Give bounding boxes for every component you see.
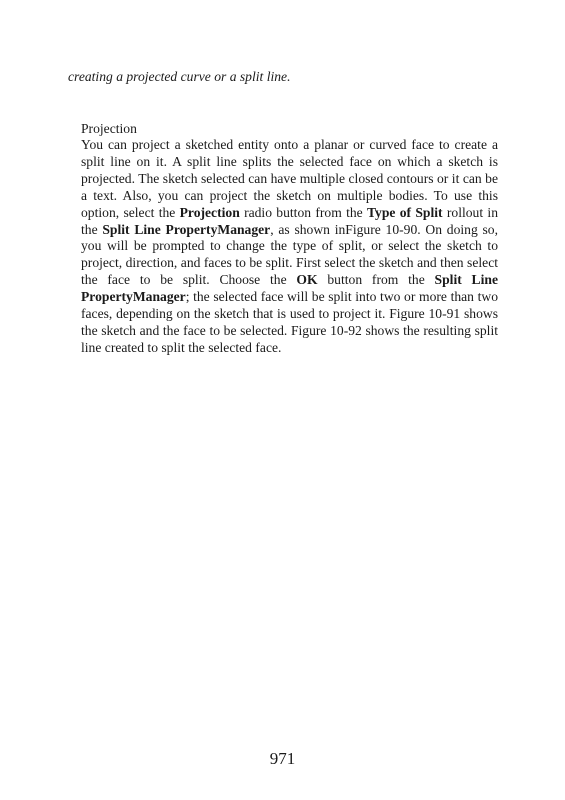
projection-section <box>81 120 498 357</box>
text-run: button from the <box>317 272 435 288</box>
bold-term: Split Line PropertyManager <box>81 272 498 305</box>
text-run: rollout in the <box>81 204 498 237</box>
bold-term: OK <box>296 272 318 288</box>
bold-term: Split Line PropertyManager <box>102 221 271 237</box>
body-paragraph <box>81 137 498 357</box>
bold-term: Projection <box>179 204 240 220</box>
continuation-sentence: creating a projected curve or a split line. <box>68 69 291 84</box>
text-run: ; the selected face will be split into two or more than two faces, depending on the sketch that is used to project it. Figure 10-91 shows the sketch and the face to be selected. Figure 10-92 shows the resulting split line created to split the selected face. <box>81 289 498 355</box>
text-run: , as shown inFigure 10-90. On doing so, you will be prompted to change the type of split, or select the sketch to project, direction, and faces to be split. First select the sketch and then select the face to be split. Choose the <box>81 221 498 288</box>
page-number: 971 <box>269 749 296 768</box>
bold-term: Type of Split <box>366 204 443 220</box>
text-run: radio button from the <box>239 204 367 220</box>
text-run: You can project a sketched entity onto a planar or curved face to create a split line on it. A split line splits the selected face on which a sketch is projected. The sketch selected can have multiple closed contours or it can be a text. Also, you can project the sketch on multiple bodies. To use this option, select the <box>81 137 498 220</box>
section-heading: Projection <box>81 121 137 136</box>
